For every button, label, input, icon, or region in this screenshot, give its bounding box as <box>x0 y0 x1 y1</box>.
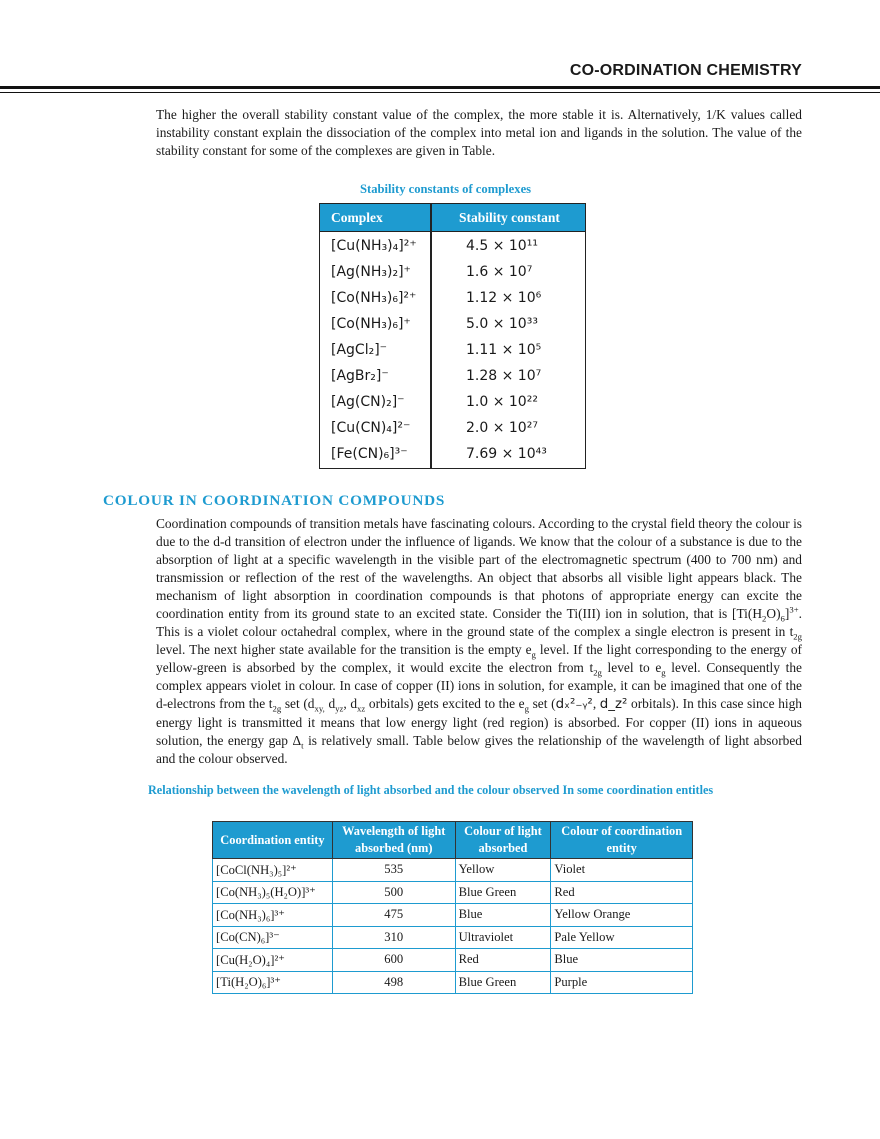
complex-cell: [Co(NH₃)₆]⁺ <box>331 316 411 332</box>
wavelength-colour-table <box>212 821 693 994</box>
text-run: orbitals). In this case since high energy light is transmitted it means that low energy light (red region) is absorbed. For copper (II) ions in aqueous solution, the energy gap Δ <box>156 696 802 748</box>
wavelength-cell: 600 <box>332 949 455 972</box>
constant-cell: 2.0 × 10²⁷ <box>466 420 538 436</box>
constant-cell: 7.69 × 10⁴³ <box>466 446 547 462</box>
complex-cell: [Ag(CN)₂]⁻ <box>331 394 405 410</box>
entity-cell: [Ti(H₂O)₆]³⁺ <box>213 971 333 994</box>
table-row <box>320 390 585 416</box>
subscript: g <box>524 703 529 714</box>
table1-header-row <box>320 204 585 232</box>
complex-cell: [Co(NH₃)₆]²⁺ <box>331 290 417 306</box>
superscript: 3+ <box>789 604 799 615</box>
wavelength-cell: 535 <box>332 859 455 882</box>
subscript: 6 <box>780 613 785 624</box>
complex-cell: [Ag(NH₃)₂]⁺ <box>331 264 411 280</box>
constant-cell: 1.0 × 10²² <box>466 394 538 410</box>
observed-cell: Yellow Orange <box>551 904 693 927</box>
text-run: is relatively small. Table below gives the relationship of the wavelength of light absorbed and the colour observed. <box>156 733 802 766</box>
table1-header-constant: Stability constant <box>459 210 560 225</box>
entity-cell: [CoCl(NH₃)₅]²⁺ <box>213 859 333 882</box>
table1-caption: Stability constants of complexes <box>360 182 532 196</box>
table-row <box>320 234 585 260</box>
table2-header-absorbed: Colour of light absorbed <box>455 822 551 859</box>
absorbed-cell: Blue <box>455 904 551 927</box>
complex-cell: [Cu(NH₃)₄]²⁺ <box>331 238 417 254</box>
complex-cell: [Fe(CN)₆]³⁻ <box>331 446 408 462</box>
text-run: , <box>592 696 600 711</box>
table-row <box>320 338 585 364</box>
subscript: g <box>531 649 536 660</box>
wavelength-cell: 500 <box>332 881 455 904</box>
subscript: yz <box>335 703 344 714</box>
subscript: 2g <box>272 703 282 714</box>
subscript: 2g <box>593 667 602 678</box>
text-run: level. If the light corresponding to the energy of yellow-green is absorbed by the complex, it would excite the electron from t <box>156 642 802 675</box>
complex-cell: [Cu(CN)₄]²⁻ <box>331 420 411 436</box>
text-run: . This is a violet colour octahedral complex, where in the ground state of the complex a single electron is present in t <box>156 606 802 639</box>
table-row <box>320 260 585 286</box>
complex-cell: [AgBr₂]⁻ <box>331 368 389 384</box>
entity-cell: [Co(CN)₆]³⁻ <box>213 926 333 949</box>
table-row <box>213 859 693 882</box>
table-row <box>213 904 693 927</box>
wavelength-cell: 475 <box>332 904 455 927</box>
observed-cell: Pale Yellow <box>551 926 693 949</box>
table2-header-wavelength: Wavelength of light absorbed (nm) <box>332 822 455 859</box>
absorbed-cell: Yellow <box>455 859 551 882</box>
text-run: O) <box>766 606 781 621</box>
observed-cell: Purple <box>551 971 693 994</box>
constant-cell: 1.11 × 10⁵ <box>466 342 542 358</box>
table-row <box>213 926 693 949</box>
intro-paragraph: The higher the overall stability constant value of the complex, the more stable it is. Alternatively, 1/K values called instability constant explain the dissociation of the complex into metal ion and ligands in the solution. The value of the stability constant for some of the complexes are given in Table. <box>156 107 802 158</box>
table-row <box>213 949 693 972</box>
header-rule-thick <box>0 86 880 89</box>
constant-cell: 1.28 × 10⁷ <box>466 368 542 384</box>
observed-cell: Red <box>551 881 693 904</box>
orbital-dz2: d_z² <box>599 697 628 712</box>
table-row <box>320 312 585 338</box>
text-run: orbitals) gets excited to the e <box>365 696 525 711</box>
wavelength-cell: 498 <box>332 971 455 994</box>
text-run: level. Consequently the complex appears violet in colour. In case of copper (II) ions in solution, for example, it can be imagined that one of the d-electrons from the t <box>156 660 802 711</box>
absorbed-cell: Blue Green <box>455 881 551 904</box>
text-run: level to e <box>601 660 662 675</box>
absorbed-cell: Ultraviolet <box>455 926 551 949</box>
constant-cell: 1.6 × 10⁷ <box>466 264 533 280</box>
subscript: g <box>661 667 666 678</box>
table2-header-row <box>213 822 693 859</box>
observed-cell: Violet <box>551 859 693 882</box>
text-run: Coordination compounds of transition metals have fascinating colours. According to the crystal field theory the colour is due to the d-d transition of electron under the influence of ligands. We know that the colour of a substance is due to the absorption of light at a specific wavelength in the visible part of the electromagnetic spectrum (400 to 700 nm) and transmission or reflection of the rest of the wavelengths. An object that absorbs all visible light appears black. The mechanism of light absorption in coordination compounds is that photons of appropriate energy can excite the coordination entity from its ground state to an excited state. Consider the Ti(III) ion in solution, that is [Ti(H <box>156 516 802 621</box>
table-row <box>320 286 585 312</box>
entity-cell: [Co(NH₃)₅(H₂O)]³⁺ <box>213 881 333 904</box>
table2-caption: Relationship between the wavelength of light absorbed and the colour observed In some coordination entitles <box>148 783 714 797</box>
colour-paragraph <box>156 515 802 768</box>
constant-cell: 1.12 × 10⁶ <box>466 290 542 306</box>
stability-constants-table <box>319 203 586 469</box>
subscript: 2 <box>762 613 767 624</box>
table-row <box>213 881 693 904</box>
table1-header-complex: Complex <box>331 210 383 225</box>
orbital-dx2-y2: dₓ²₋ᵧ² <box>555 697 593 712</box>
text-run: set ( <box>528 696 556 711</box>
subscript: xy, <box>314 703 325 714</box>
text-run: , d <box>343 696 358 711</box>
observed-cell: Blue <box>551 949 693 972</box>
table-row <box>320 364 585 390</box>
text-run: ] <box>784 606 790 621</box>
table-row <box>320 416 585 442</box>
table2-header-entity: Coordination entity <box>213 822 333 859</box>
wavelength-cell: 310 <box>332 926 455 949</box>
absorbed-cell: Blue Green <box>455 971 551 994</box>
subscript: t <box>301 740 304 751</box>
complex-cell: [AgCl₂]⁻ <box>331 342 388 358</box>
table-row <box>320 442 585 468</box>
entity-cell: [Co(NH₃)₆]³⁺ <box>213 904 333 927</box>
subscript: 2g <box>793 631 802 642</box>
page-header-title: CO-ORDINATION CHEMISTRY <box>569 62 802 79</box>
header-rule-thin <box>0 92 880 93</box>
table1-body <box>320 234 585 468</box>
section-heading: COLOUR IN COORDINATION COMPOUNDS <box>103 492 446 509</box>
table-row <box>213 971 693 994</box>
constant-cell: 4.5 × 10¹¹ <box>466 238 538 254</box>
text-run: d <box>324 696 336 711</box>
constant-cell: 5.0 × 10³³ <box>466 316 538 332</box>
text-run: set (d <box>281 696 315 711</box>
subscript: xz <box>357 703 366 714</box>
table2-header-observed: Colour of coordination entity <box>551 822 693 859</box>
text-run: level. The next higher state available for the transition is the empty e <box>156 642 532 657</box>
entity-cell: [Cu(H₂O)₄]²⁺ <box>213 949 333 972</box>
absorbed-cell: Red <box>455 949 551 972</box>
